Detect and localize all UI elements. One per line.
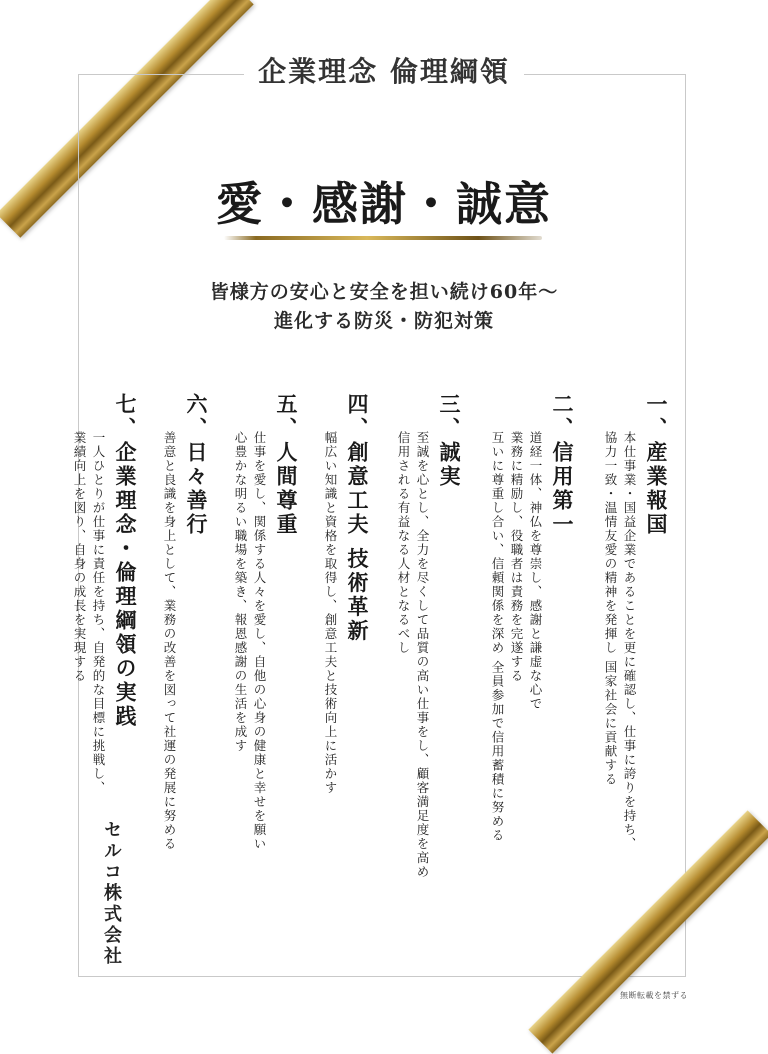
subtitle-line-1: 皆様方の安心と安全を担い続け60年〜 <box>209 281 559 303</box>
principle-text: 仕事を愛し、関係する人々を愛し、自他の心身の健康と幸せを願い <box>252 431 267 851</box>
header-title: 企業理念 倫理綱領 <box>244 50 524 90</box>
principle-heading: 四、創意工夫 技術革新 <box>345 393 370 644</box>
principle-text: 至誠を心とし、全力を尽くして品質の高い仕事をし、顧客満足度を高め <box>415 431 430 879</box>
principle-text: 業績向上を図り、自身の成長を実現する <box>72 431 87 683</box>
subtitle-line-2: 進化する防災・防犯対策 <box>273 310 494 332</box>
principle-text: 本仕事業・国益企業であることを更に確認し、仕事に誇りを持ち、 <box>622 431 637 851</box>
principle-text: 一人ひとりが仕事に責任を持ち、自発的な目標に挑戦し、 <box>91 431 106 795</box>
principle-heading: 五、人間尊重 <box>274 393 299 537</box>
principle-text: 善意と良識を身上として、業務の改善を図って社運の発展に努める <box>162 431 177 851</box>
principle-text: 互いに尊重し合い、信頼関係を深め 全員参加で信用蓄積に努める <box>490 431 505 843</box>
header <box>0 50 768 90</box>
copyright-note: 無断転載を禁ずる <box>620 991 688 1000</box>
gold-divider <box>224 236 542 240</box>
principle-heading: 二、信用第一 <box>550 393 575 537</box>
motto: 愛・感謝・誠意 <box>216 177 552 231</box>
principle-heading: 六、日々善行 <box>184 393 209 537</box>
principles-list <box>72 393 670 973</box>
principle-text: 心豊かな明るい職場を築き、報恩感謝の生活を成す <box>233 431 248 753</box>
principle-text: 協力一致・温情友愛の精神を発揮し 国家社会に貢献する <box>603 431 618 787</box>
principle-heading: 三、誠実 <box>437 393 462 489</box>
principle-heading: 一、産業報国 <box>644 393 669 537</box>
company-name: セルコ株式会社 <box>101 820 122 967</box>
principle-text: 業務に精励し、役職者は責務を完遂する <box>509 431 524 683</box>
principle-text: 信用される有益なる人材となるべし <box>396 431 411 655</box>
principle-heading: 七、企業理念・倫理綱領の実践 <box>113 393 138 729</box>
principle-text: 道経一体、神仏を尊崇し、感謝と謙虚な心で <box>528 431 543 711</box>
principle-text: 幅広い知識と資格を取得し、創意工夫と技術向上に活かす <box>323 431 338 795</box>
